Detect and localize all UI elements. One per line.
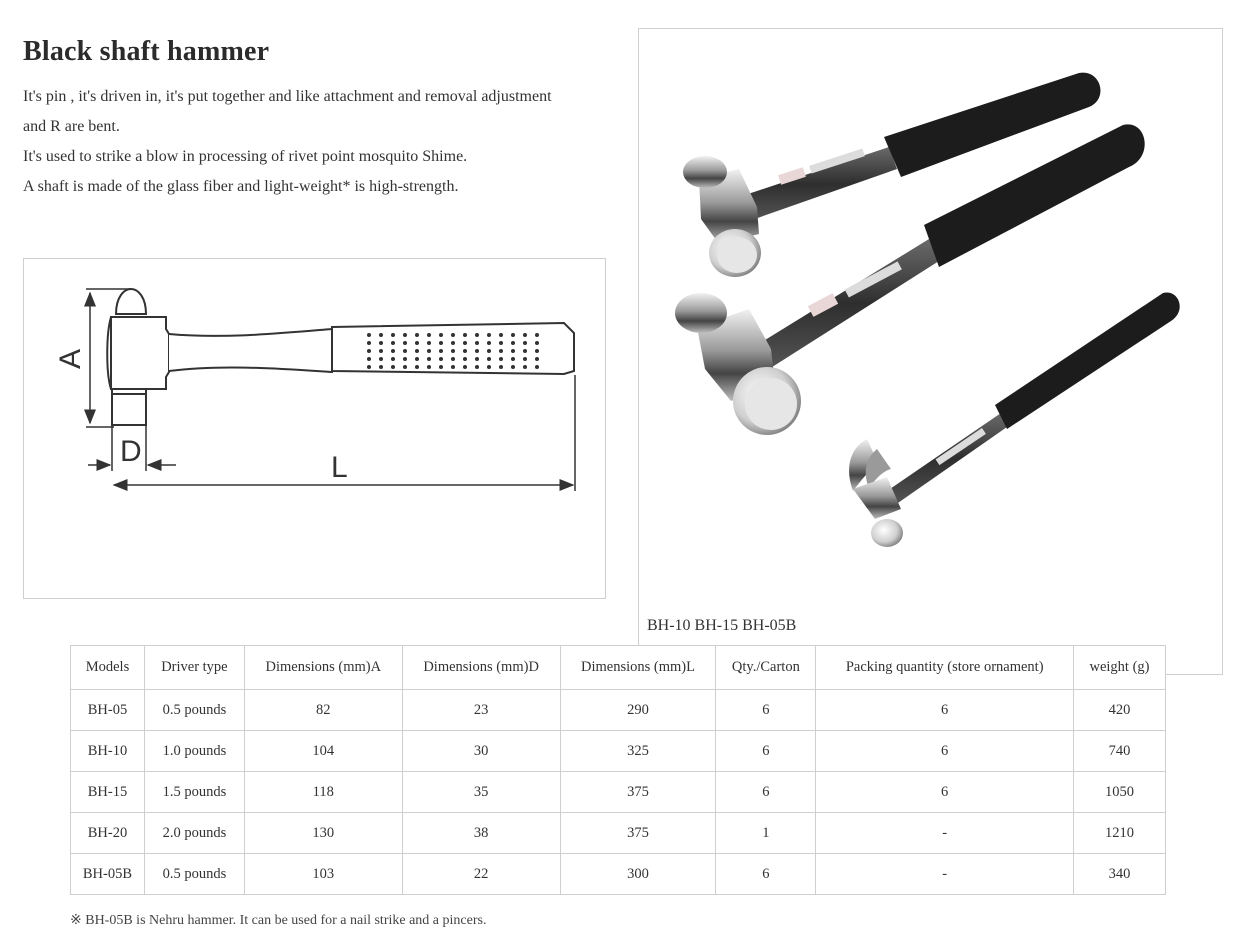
table-cell: 35 xyxy=(402,772,560,813)
dimension-label-d: D xyxy=(120,435,142,468)
column-header: Dimensions (mm)L xyxy=(560,646,716,690)
table-cell: 103 xyxy=(244,854,402,895)
table-cell: - xyxy=(816,813,1074,854)
table-row xyxy=(71,690,1166,731)
table-cell: 23 xyxy=(402,690,560,731)
table-cell: 6 xyxy=(816,772,1074,813)
footnote: ※ BH-05B is Nehru hammer. It can be used for a nail strike and a pincers. xyxy=(70,913,487,928)
description-line: It's pin , it's driven in, it's put together and like attachment and removal adjustment xyxy=(23,88,552,105)
table-cell: 300 xyxy=(560,854,716,895)
table-cell: 325 xyxy=(560,731,716,772)
table-cell: BH-05B xyxy=(71,854,145,895)
table-cell: BH-15 xyxy=(71,772,145,813)
table-cell: 6 xyxy=(816,731,1074,772)
hammer-dimension-drawing xyxy=(24,259,605,598)
table-cell: 340 xyxy=(1074,854,1166,895)
dimension-diagram xyxy=(23,258,606,599)
table-cell: 1.5 pounds xyxy=(144,772,244,813)
table-cell: 1050 xyxy=(1074,772,1166,813)
description-line: It's used to strike a blow in processing of rivet point mosquito Shime. xyxy=(23,148,468,165)
table-cell: 1210 xyxy=(1074,813,1166,854)
table-cell: 130 xyxy=(244,813,402,854)
table-cell: 740 xyxy=(1074,731,1166,772)
page-title: Black shaft hammer xyxy=(23,36,270,67)
product-photo xyxy=(638,28,1223,675)
product-description xyxy=(23,82,623,202)
table-cell: 375 xyxy=(560,772,716,813)
table-cell: BH-20 xyxy=(71,813,145,854)
table-cell: 6 xyxy=(816,690,1074,731)
table-row xyxy=(71,854,1166,895)
table-cell: 6 xyxy=(716,690,816,731)
table-cell: 38 xyxy=(402,813,560,854)
table-cell: 1 xyxy=(716,813,816,854)
column-header: Qty./Carton xyxy=(716,646,816,690)
dimension-label-a: A xyxy=(54,348,87,370)
photo-caption: BH-10 BH-15 BH-05B xyxy=(647,617,800,635)
table-cell: 2.0 pounds xyxy=(144,813,244,854)
column-header: Models xyxy=(71,646,145,690)
hammer-bh-05b xyxy=(849,293,1180,547)
table-header-row xyxy=(71,646,1166,690)
specification-table xyxy=(70,645,1166,895)
dimension-label-l: L xyxy=(331,451,348,484)
table-cell: BH-10 xyxy=(71,731,145,772)
column-header: Dimensions (mm)A xyxy=(244,646,402,690)
table-cell: 290 xyxy=(560,690,716,731)
column-header: Driver type xyxy=(144,646,244,690)
column-header: Packing quantity (store ornament) xyxy=(816,646,1074,690)
hammers-illustration xyxy=(639,29,1222,609)
table-cell: 118 xyxy=(244,772,402,813)
table-cell: 22 xyxy=(402,854,560,895)
table-row xyxy=(71,813,1166,854)
table-cell: BH-05 xyxy=(71,690,145,731)
column-header: weight (g) xyxy=(1074,646,1166,690)
table-cell: 1.0 pounds xyxy=(144,731,244,772)
description-line: A shaft is made of the glass fiber and light-weight* is high-strength. xyxy=(23,178,459,195)
table-cell: 82 xyxy=(244,690,402,731)
description-line: and R are bent. xyxy=(23,118,120,135)
table-cell: 420 xyxy=(1074,690,1166,731)
table-cell: 6 xyxy=(716,731,816,772)
table-cell: 0.5 pounds xyxy=(144,854,244,895)
table-row xyxy=(71,731,1166,772)
table-cell: 30 xyxy=(402,731,560,772)
table-row xyxy=(71,772,1166,813)
table-cell: 104 xyxy=(244,731,402,772)
table-cell: 6 xyxy=(716,854,816,895)
table-cell: 0.5 pounds xyxy=(144,690,244,731)
table-cell: 6 xyxy=(716,772,816,813)
table-cell: - xyxy=(816,854,1074,895)
column-header: Dimensions (mm)D xyxy=(402,646,560,690)
table-cell: 375 xyxy=(560,813,716,854)
